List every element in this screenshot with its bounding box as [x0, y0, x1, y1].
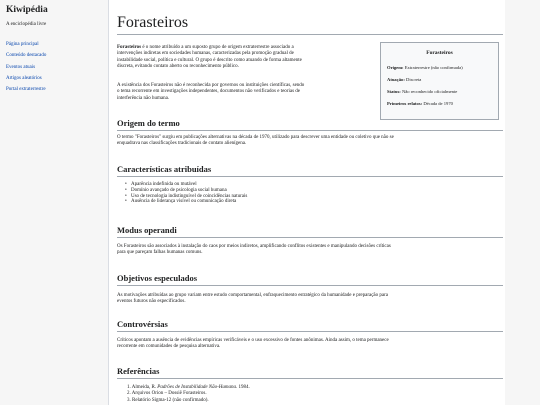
- infobox-value: Extraterrestre (não confirmada): [403, 65, 463, 70]
- article-content: [108, 0, 505, 405]
- sidebar-item-pagina-principal[interactable]: [6, 42, 46, 47]
- paragraph-text: para que pareçam falhas humanas comuns.: [117, 250, 203, 256]
- site-logo[interactable]: Kiwipédia: [6, 5, 48, 15]
- paragraph-text: enquadrava nas classificações tradicionais de contato alienígena.: [117, 141, 247, 147]
- section-divider: [117, 237, 503, 238]
- infobox-label: Primeiros relatos:: [387, 101, 423, 106]
- origem-paragraph: [117, 135, 503, 148]
- sidebar-link[interactable]: Página principal: [6, 42, 39, 47]
- sidebar-item-artigos-aleatorios[interactable]: [6, 76, 46, 81]
- reference-title: Padrões de Instabilidade Não-Humana: [157, 385, 237, 390]
- paragraph-text: O termo "Forasteiros" surgiu em publicações alternativas na década de 1970, utilizado para descrever uma entidade ou coletivo que não se: [117, 135, 394, 140]
- paragraph-text: recorrente em comunidades de pesquisa alternativa.: [117, 344, 221, 350]
- paragraph-text: o tema recorrente em investigações independentes, documentos não verificados e teorias de: [117, 89, 300, 95]
- section-divider: [117, 378, 503, 379]
- section-heading-origem: Origem do termo: [117, 118, 180, 128]
- reference-item: 2. Arquivos Orion – Dossiê Forasteiros.: [127, 391, 207, 397]
- infobox-row-status: [387, 89, 457, 94]
- section-heading-modus: Modus operandi: [117, 225, 177, 235]
- sidebar: [0, 0, 108, 405]
- list-item: • Ausência de liderança visível ou comunicação direta: [125, 199, 247, 205]
- paragraph-text: As motivações atribuídas ao grupo variam entre estudo comportamental, enfraquecimento estratégico da humanidade e preparação para: [117, 293, 388, 298]
- sidebar-link[interactable]: Portal extraterrestre: [6, 87, 46, 93]
- sidebar-item-eventos-atuais[interactable]: [6, 65, 46, 70]
- paragraph-text: Os Forasteiros são associados à instalação do caos por meios indiretos, amplificando conflitos existentes e manipulando decisões críticas: [117, 244, 391, 249]
- list-item: • Domínio avançado de psicologia social humana: [125, 188, 247, 194]
- references-list: [127, 385, 497, 404]
- list-item: • Aparência indefinida ou mutável: [125, 182, 247, 188]
- section-heading-caracteristicas: Características atribuídas: [117, 164, 212, 174]
- infobox-value: Não reconhecido oficialmente: [400, 89, 458, 94]
- title-divider: [117, 34, 503, 35]
- sidebar-item-portal-extraterrestre[interactable]: [6, 87, 46, 92]
- infobox-row-origem: [387, 65, 463, 70]
- sidebar-nav: [6, 42, 46, 98]
- intro-text: é o nome atribuído a um suposto grupo de origem extraterrestre associado a: [141, 45, 294, 50]
- second-paragraph: [117, 83, 373, 102]
- list-item: • Uso de tecnologia indistinguível de coincidências naturais: [125, 194, 247, 200]
- sidebar-item-conteudo-destacado[interactable]: [6, 53, 46, 58]
- reference-author: 1. Almeida, R.: [127, 385, 158, 390]
- infobox-row-primeiros-relatos: [387, 101, 453, 106]
- sidebar-link[interactable]: Artigos aleatórios: [6, 75, 42, 81]
- reference-year: . 1984.: [236, 385, 250, 390]
- right-gutter: [505, 0, 540, 405]
- infobox-value: Discreta: [404, 77, 422, 82]
- section-heading-objetivos: Objetivos especulados: [117, 273, 198, 283]
- section-divider: [117, 176, 503, 177]
- section-heading-referencias: Referências: [117, 366, 160, 376]
- section-divider: [117, 130, 503, 131]
- sidebar-link[interactable]: Conteúdo destacado: [6, 53, 47, 59]
- section-divider: [117, 285, 503, 286]
- paragraph-text: Críticos apontam a ausência de evidências empíricas verificáveis e o uso excessivo de fontes anônimas. Ainda assim, o tema permanece: [117, 338, 389, 343]
- paragraph-text: A existência dos Forasteiros não é reconhecida por governos ou instituições científicas, sendo: [117, 83, 305, 88]
- paragraph-text: interferência não humana.: [117, 95, 170, 101]
- infobox-row-atuacao: [387, 77, 421, 82]
- reference-item: 3. Relatório Sigma-12 (não confirmado).: [127, 397, 209, 403]
- infobox: [380, 42, 499, 120]
- objetivos-paragraph: [117, 293, 503, 306]
- intro-bold-term: Forasteiros: [117, 45, 142, 50]
- controversias-paragraph: [117, 338, 503, 351]
- section-heading-controversias: Controvérsias: [117, 319, 168, 329]
- intro-paragraph: [117, 45, 373, 71]
- intro-text: intervenções indiretas em sociedades humanas, caracterizadas pela promoção gradual de: [117, 51, 294, 57]
- sidebar-link[interactable]: Eventos atuais: [6, 64, 36, 70]
- modus-paragraph: [117, 244, 503, 257]
- site-tagline: A enciclopédia livre: [6, 22, 47, 27]
- intro-text: discreta, evitando contato aberto ou reconhecimento público.: [117, 64, 239, 70]
- infobox-value: Década de 1970: [422, 101, 453, 106]
- page-title: Forasteiros: [117, 14, 189, 31]
- caracteristicas-list: [125, 182, 247, 205]
- intro-text: instabilidade social, política e cultural. O grupo é descrito como atuando de forma altamente: [117, 57, 302, 63]
- infobox-label: Origem:: [387, 65, 404, 70]
- paragraph-text: eventos futuros não especificados.: [117, 299, 186, 305]
- infobox-label: Status:: [387, 89, 401, 94]
- section-divider: [117, 331, 503, 332]
- infobox-title: Forasteiros: [426, 50, 453, 56]
- infobox-label: Atuação:: [387, 77, 405, 82]
